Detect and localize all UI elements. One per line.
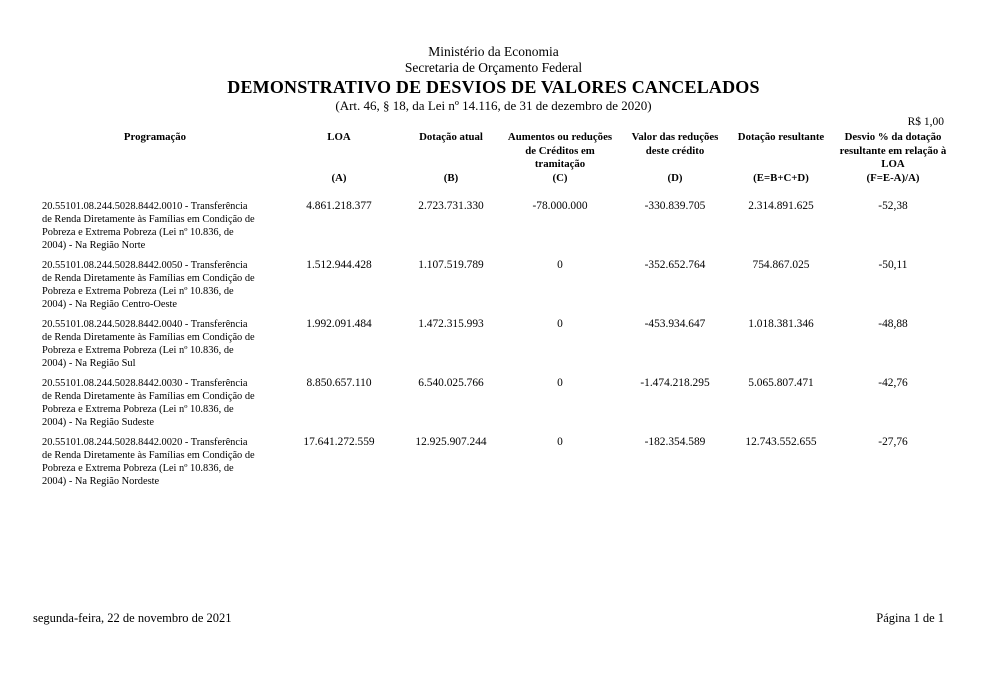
- document-footer: [33, 611, 944, 626]
- aumentos-reducoes-cell: 0: [557, 318, 563, 330]
- aumentos-reducoes-cell: -78.000.000: [532, 200, 588, 212]
- col-header-label: Programação: [123, 131, 187, 143]
- dotacao-atual-cell: 2.723.731.330: [418, 200, 484, 212]
- valor-reducoes-cell: -182.354.589: [644, 436, 706, 448]
- aumentos-reducoes-cell: 0: [557, 377, 563, 389]
- programacao-cell: 20.55101.08.244.5028.8442.0020 - Transferência de Renda Diretamente às Famílias em Condição de Pobreza e Extrema Pobreza (Lei nº 10.836, de 2004) - Na Região Nordeste: [42, 437, 255, 487]
- dotacao-atual-cell: 1.107.519.789: [418, 259, 484, 271]
- col-header-dotacao-atual: [401, 131, 501, 185]
- programacao-cell: 20.55101.08.244.5028.8442.0030 - Transferência de Renda Diretamente às Famílias em Condição de Pobreza e Extrema Pobreza (Lei nº 10.836, de 2004) - Na Região Sudeste: [42, 378, 255, 428]
- budget-table: [33, 131, 955, 488]
- programacao-cell: 20.55101.08.244.5028.8442.0050 - Transferência de Renda Diretamente às Famílias em Condição de Pobreza e Extrema Pobreza (Lei nº 10.836, de 2004) - Na Região Centro-Oeste: [42, 260, 255, 310]
- col-header-code: (C): [552, 171, 568, 184]
- col-header-valor-reducoes: [619, 131, 731, 185]
- dotacao-resultante-cell: 1.018.381.346: [748, 318, 814, 330]
- valor-reducoes-cell: -352.652.764: [644, 259, 706, 271]
- desvio-cell: -48,88: [878, 318, 908, 330]
- ministry-name: Ministério da Economia: [428, 44, 559, 59]
- desvio-cell: -42,76: [878, 377, 908, 389]
- dotacao-resultante-cell: 2.314.891.625: [748, 200, 814, 212]
- col-header-label: Desvio % da dotação resultante em relação à LOA: [839, 131, 947, 170]
- aumentos-reducoes-cell: 0: [557, 436, 563, 448]
- col-header-code: (B): [443, 171, 459, 184]
- table-row: [33, 377, 955, 429]
- footer-page-number: Página 1 de 1: [876, 611, 944, 625]
- loa-cell: 1.992.091.484: [306, 318, 372, 330]
- desvio-cell: -52,38: [878, 200, 908, 212]
- col-header-code: (A): [331, 171, 347, 184]
- loa-cell: 8.850.657.110: [306, 377, 372, 389]
- table-body: [33, 200, 955, 488]
- secretariat-name: Secretaria de Orçamento Federal: [404, 60, 583, 75]
- currency-unit-note: R$ 1,00: [907, 116, 944, 128]
- col-header-code: (F=E-A)/A): [866, 171, 920, 184]
- document-subtitle: (Art. 46, § 18, da Lei nº 14.116, de 31 de dezembro de 2020): [335, 98, 652, 113]
- dotacao-resultante-cell: 5.065.807.471: [748, 377, 814, 389]
- document-title: DEMONSTRATIVO DE DESVIOS DE VALORES CANCELADOS: [227, 77, 760, 97]
- col-header-label: Aumentos ou reduções de Créditos em tramitação: [507, 131, 613, 170]
- valor-reducoes-cell: -330.839.705: [644, 200, 706, 212]
- dotacao-resultante-cell: 12.743.552.655: [745, 436, 817, 448]
- dotacao-atual-cell: 12.925.907.244: [415, 436, 487, 448]
- valor-reducoes-cell: -1.474.218.295: [640, 377, 710, 389]
- aumentos-reducoes-cell: 0: [557, 259, 563, 271]
- loa-cell: 4.861.218.377: [306, 200, 372, 212]
- footer-date: segunda-feira, 22 de novembro de 2021: [33, 611, 232, 625]
- col-header-loa: [277, 131, 401, 185]
- col-header-label: LOA: [327, 131, 351, 143]
- col-header-code: (D): [667, 171, 683, 184]
- col-header-aumentos-reducoes: [501, 131, 619, 185]
- programacao-cell: 20.55101.08.244.5028.8442.0010 - Transferência de Renda Diretamente às Famílias em Condição de Pobreza e Extrema Pobreza (Lei nº 10.836, de 2004) - Na Região Norte: [42, 201, 255, 251]
- col-header-label: Dotação resultante: [737, 131, 825, 143]
- table-row: [33, 436, 955, 488]
- col-header-programacao: [33, 131, 277, 185]
- table-row: [33, 318, 955, 370]
- dotacao-atual-cell: 6.540.025.766: [418, 377, 484, 389]
- desvio-cell: -50,11: [878, 259, 908, 271]
- col-header-desvio: [831, 131, 955, 185]
- document-header: [0, 0, 987, 114]
- dotacao-atual-cell: 1.472.315.993: [418, 318, 484, 330]
- loa-cell: 1.512.944.428: [306, 259, 372, 271]
- table-row: [33, 259, 955, 311]
- table-header-row: [33, 131, 955, 185]
- desvio-cell: -27,76: [878, 436, 908, 448]
- table-row: [33, 200, 955, 252]
- col-header-label: Dotação atual: [419, 131, 483, 143]
- dotacao-resultante-cell: 754.867.025: [752, 259, 810, 271]
- valor-reducoes-cell: -453.934.647: [644, 318, 706, 330]
- loa-cell: 17.641.272.559: [303, 436, 375, 448]
- programacao-cell: 20.55101.08.244.5028.8442.0040 - Transferência de Renda Diretamente às Famílias em Condição de Pobreza e Extrema Pobreza (Lei nº 10.836, de 2004) - Na Região Sul: [42, 319, 255, 369]
- col-header-code: (E=B+C+D): [753, 171, 809, 184]
- col-header-dotacao-resultante: [731, 131, 831, 185]
- col-header-label: Valor das reduções deste crédito: [631, 131, 719, 157]
